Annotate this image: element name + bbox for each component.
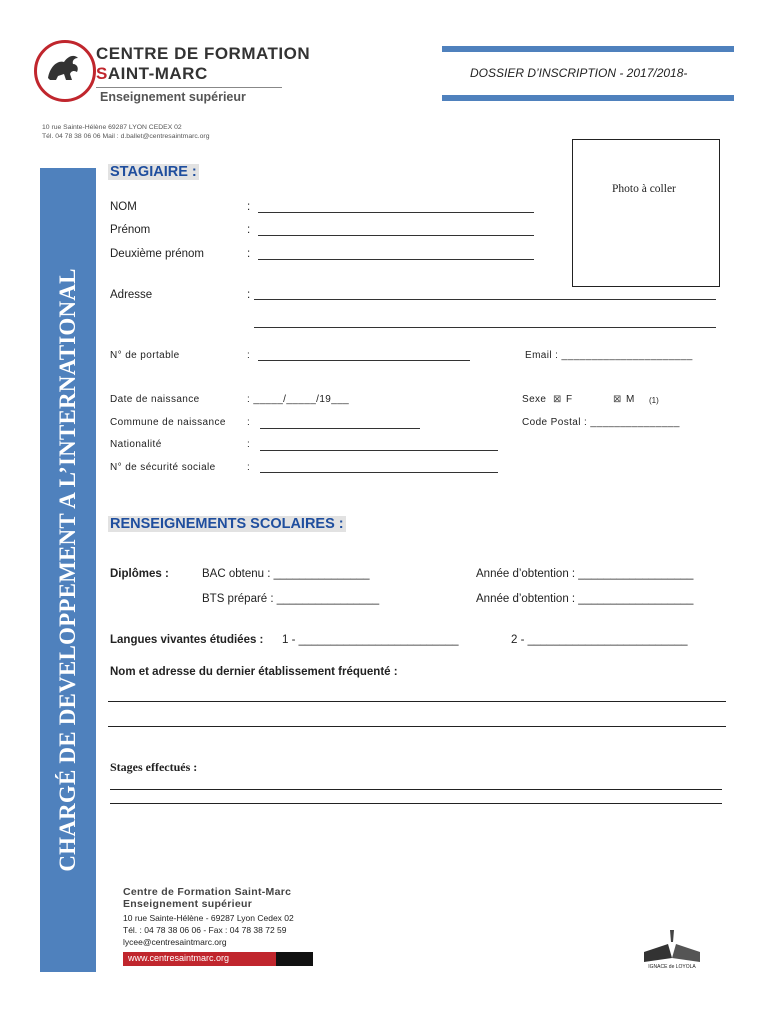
deuxieme-prenom-label: Deuxième prénom xyxy=(110,248,204,260)
photo-box xyxy=(572,139,720,287)
etablissement-line1[interactable] xyxy=(108,701,726,702)
section-scolaires-title: RENSEIGNEMENTS SCOLAIRES : xyxy=(110,516,344,532)
etablissement-label: Nom et adresse du dernier établissement fréquenté : xyxy=(110,666,398,678)
partner-logo-icon xyxy=(640,922,704,970)
code-postal-field[interactable]: Code Postal : _______________ xyxy=(522,417,680,428)
portable-label: N° de portable xyxy=(110,350,180,361)
stages-line2[interactable] xyxy=(110,803,722,804)
adresse-label: Adresse xyxy=(110,289,153,301)
brand-subtitle: Enseignement supérieur xyxy=(100,90,246,104)
footer-web-bar-dark xyxy=(276,952,313,966)
sexe-f-label: F xyxy=(566,394,573,405)
colon: : xyxy=(247,417,251,428)
annee-bts-field[interactable]: Année d’obtention : __________________ xyxy=(476,593,694,605)
footer-org-name: Centre de Formation Saint-Marc xyxy=(123,886,292,898)
photo-label: Photo à coller xyxy=(612,183,676,195)
checkbox-icon[interactable]: ⊠ xyxy=(553,394,562,405)
colon: : xyxy=(247,248,251,260)
colon: : xyxy=(247,462,251,473)
footer-phone: Tél. : 04 78 38 06 06 - Fax : 04 78 38 72 59 xyxy=(123,925,287,935)
footer-email: lycee@centresaintmarc.org xyxy=(123,937,227,947)
prenom-label: Prénom xyxy=(110,224,151,236)
svg-text:IGNACE de LOYOLA: IGNACE de LOYOLA xyxy=(648,964,696,970)
colon: : xyxy=(247,289,251,301)
nationalite-field[interactable] xyxy=(260,450,498,451)
date-naissance-field[interactable]: : _____/_____/19___ xyxy=(247,394,350,405)
bts-field[interactable]: BTS préparé : ________________ xyxy=(202,593,380,605)
sexe-note: (1) xyxy=(649,396,659,405)
colon: : xyxy=(247,201,251,213)
griffin-icon xyxy=(44,52,82,82)
colon: : xyxy=(247,439,251,450)
brand-divider xyxy=(96,87,282,88)
adresse-field-line2[interactable] xyxy=(254,327,716,328)
brand-name-line2: SAINT-MARC xyxy=(96,64,208,83)
checkbox-icon[interactable]: ⊠ xyxy=(613,394,622,405)
sexe-label: Sexe xyxy=(522,394,547,405)
portable-field[interactable] xyxy=(258,360,470,361)
langue-2-field[interactable]: 2 - _________________________ xyxy=(511,634,688,646)
stages-label: Stages effectués : xyxy=(110,760,198,774)
annee-bac-field[interactable]: Année d’obtention : __________________ xyxy=(476,568,694,580)
footer-org-subtitle: Enseignement supérieur xyxy=(123,898,253,910)
nom-field[interactable] xyxy=(258,212,534,213)
langues-label: Langues vivantes étudiées : xyxy=(110,634,264,646)
date-naissance-label: Date de naissance xyxy=(110,394,200,405)
header-contact: Tél. 04 78 38 06 06 Mail : d.ballet@centresaintmarc.org xyxy=(42,133,210,140)
etablissement-line2[interactable] xyxy=(108,726,726,727)
footer-address: 10 rue Sainte-Hélène - 69287 Lyon Cedex 02 xyxy=(123,913,294,923)
langue-1-field[interactable]: 1 - _________________________ xyxy=(282,634,459,646)
nom-label: NOM xyxy=(110,201,137,213)
document-title: DOSSIER D’INSCRIPTION - 2017/2018- xyxy=(470,66,688,80)
stages-line1[interactable] xyxy=(110,789,722,790)
adresse-field-line1[interactable] xyxy=(254,299,716,300)
diplomes-label: Diplômes : xyxy=(110,568,169,580)
section-stagiaire-title: STAGIAIRE : xyxy=(110,164,197,180)
prenom-field[interactable] xyxy=(258,235,534,236)
colon: : xyxy=(247,224,251,236)
header-address: 10 rue Sainte-Hélène 69287 LYON CEDEX 02 xyxy=(42,124,182,131)
nationalite-label: Nationalité xyxy=(110,439,162,450)
secu-label: N° de sécurité sociale xyxy=(110,462,216,473)
brand-name-line1: CENTRE DE FORMATION xyxy=(96,44,311,63)
colon: : xyxy=(247,350,251,361)
title-bar-top xyxy=(442,46,734,52)
deuxieme-prenom-field[interactable] xyxy=(258,259,534,260)
footer-website-link[interactable]: www.centresaintmarc.org xyxy=(128,953,230,963)
bac-field[interactable]: BAC obtenu : _______________ xyxy=(202,568,370,580)
sexe-m-label: M xyxy=(626,394,635,405)
email-field[interactable]: Email : ______________________ xyxy=(525,350,693,361)
title-bar-bottom xyxy=(442,95,734,101)
commune-field[interactable] xyxy=(260,428,420,429)
commune-label: Commune de naissance xyxy=(110,417,226,428)
secu-field[interactable] xyxy=(260,472,498,473)
